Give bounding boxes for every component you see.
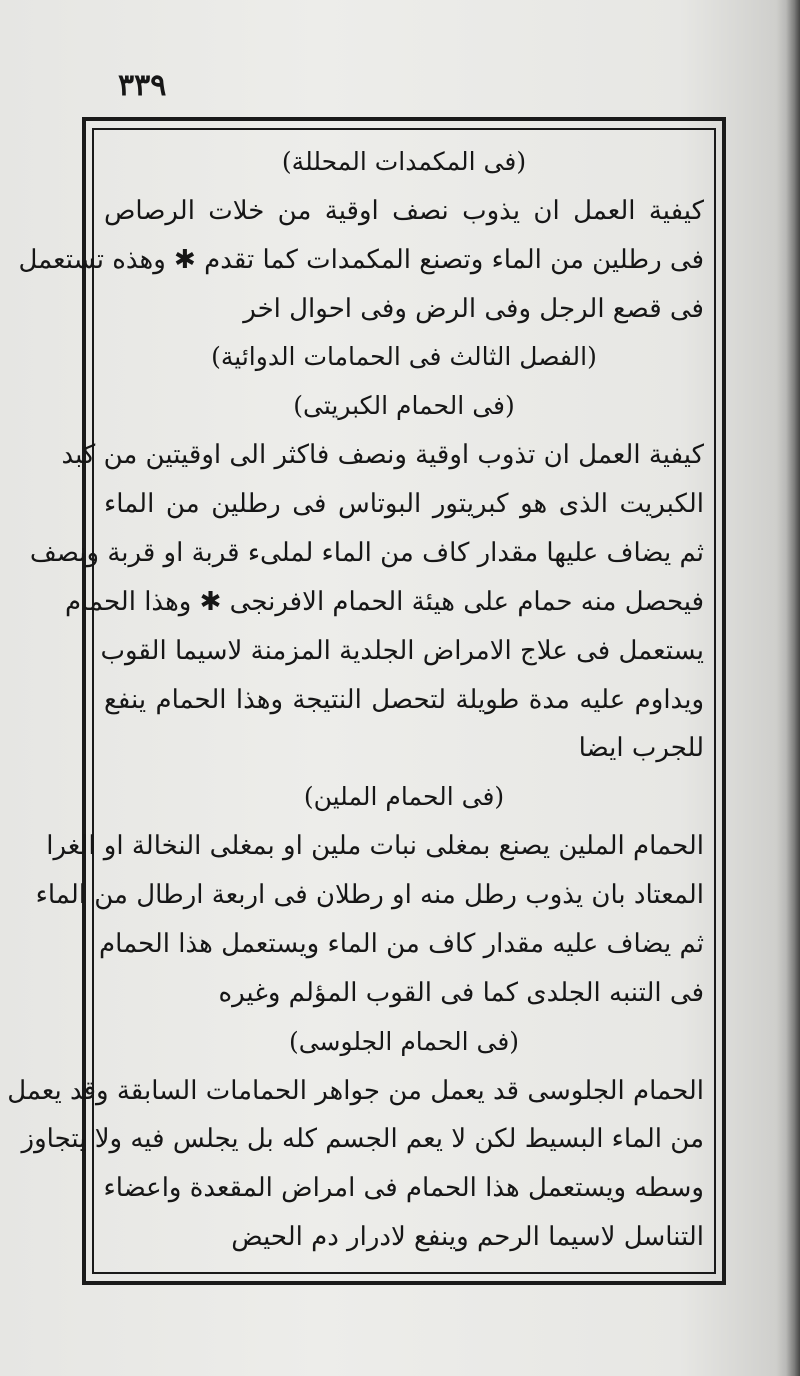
text-line: فيحصل منه حمام على هيئة الحمام الافرنجى ✱ وهذا الحمام bbox=[64, 586, 704, 617]
text-line: التناسل لاسيما الرحم وينفع لادرار دم الحيض bbox=[231, 1222, 704, 1253]
text-line: ثم يضاف عليه مقدار كاف من الماء ويستعمل هذا الحمام bbox=[99, 928, 704, 959]
text-line: الحمام الملين يصنع بمغلى نبات ملين او بمغلى النخالة او الغرا bbox=[46, 831, 704, 862]
text-line: المعتاد بان يذوب رطل منه او رطلان فى اربعة ارطال من الماء bbox=[35, 880, 704, 911]
text-line: فى قصع الرجل وفى الرض وفى احوال اخر bbox=[243, 293, 704, 324]
text-line: ويداوم عليه مدة طويلة لتحصل النتيجة وهذا الحمام ينفع bbox=[104, 684, 704, 715]
text-block bbox=[7, 138, 704, 1262]
text-line: من الماء البسيط لكن لا يعم الجسم كله بل يجلس فيه ولا يتجاوز bbox=[21, 1124, 704, 1155]
section-heading-sulfur-bath: (فى الحمام الكبريتى) bbox=[293, 391, 515, 421]
section-heading-sitz-bath: (فى الحمام الجلوسى) bbox=[288, 1026, 520, 1056]
text-line: وسطه ويستعمل هذا الحمام فى امراض المقعدة واعضاء bbox=[103, 1173, 704, 1204]
text-line: فى رطلين من الماء وتصنع المكمدات كما تقدم ✱ وهذه تستعمل bbox=[18, 244, 704, 275]
text-line: كيفية العمل ان يذوب نصف اوقية من خلات الرصاص bbox=[104, 195, 704, 226]
text-line: كيفية العمل ان تذوب اوقية ونصف فاكثر الى اوقيتين من كبد bbox=[61, 440, 704, 471]
text-line: فى التنبه الجلدى كما فى القوب المؤلم وغيره bbox=[218, 977, 704, 1008]
page-edge-shadow bbox=[786, 0, 800, 1376]
text-line: يستعمل فى علاج الامراض الجلدية المزمنة لاسيما القوب bbox=[100, 635, 704, 666]
section-heading-compresses: (فى المكمدات المحللة) bbox=[281, 147, 527, 176]
page-number: ٣٣٩ bbox=[118, 68, 167, 103]
text-line: الحمام الجلوسى قد يعمل من جواهر الحمامات السابقة وقد يعمل bbox=[7, 1075, 704, 1106]
text-line: للجرب ايضا bbox=[578, 733, 704, 764]
chapter-heading-medicinal-baths: (الفصل الثالث فى الحمامات الدوائية) bbox=[211, 342, 597, 372]
text-line: الكبريت الذى هو كبريتور البوتاس فى رطلين من الماء bbox=[104, 489, 704, 520]
text-line: ثم يضاف عليها مقدار كاف من الماء لملىء قربة او قربة ونصف bbox=[29, 537, 704, 568]
section-heading-emollient-bath: (فى الحمام الملين) bbox=[303, 782, 505, 812]
